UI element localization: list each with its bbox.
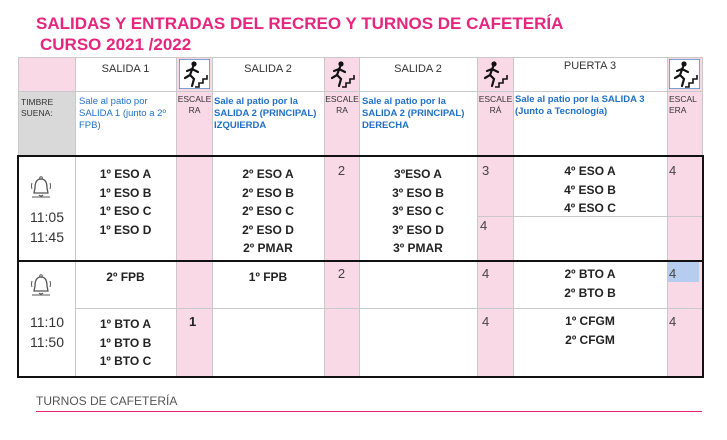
thick-border	[17, 155, 704, 157]
group-label: 4º ESO C	[564, 201, 616, 215]
block2-r2-col1	[75, 315, 176, 371]
group-label: 2º ESO B	[242, 185, 294, 200]
group-label: 2º ESO D	[242, 222, 294, 237]
bell-icon	[30, 176, 52, 200]
group-label: 2º ESO A	[242, 167, 294, 181]
group-label: 1º ESO C	[99, 204, 152, 218]
block2-r2-esc1: 1	[189, 314, 197, 329]
block1-col3	[359, 165, 477, 258]
grid-line	[75, 308, 702, 309]
header-salida1: SALIDA 1	[101, 63, 150, 75]
block2-r2-esc4: 4	[669, 314, 677, 329]
esc-col-1-body	[176, 157, 212, 376]
group-label: 1º ESO D	[99, 222, 152, 237]
grid-line	[477, 216, 513, 217]
header-salida2b: SALIDA 2	[394, 63, 442, 75]
block1-esc4: 4	[669, 163, 677, 178]
runner-stairs-icon	[479, 60, 510, 88]
group-label: 1º CFGM	[565, 314, 615, 328]
group-label: 3º ESO B	[392, 185, 444, 200]
block1-esc3-top: 3	[482, 163, 490, 178]
group-label: 2º BTO A	[564, 267, 616, 281]
group-label: 3º ESO D	[392, 222, 444, 237]
corner-cell	[18, 57, 75, 91]
runner-stairs-icon	[669, 59, 700, 89]
esc-label-1: ESCALE RA	[177, 94, 212, 115]
block2-r2-col4	[513, 312, 667, 349]
runner-stairs-icon	[326, 60, 357, 88]
block1-col1	[75, 165, 176, 239]
esc-label-3: ESCALE RÁ	[478, 94, 513, 115]
group-label: 1º FPB	[248, 270, 288, 284]
block2-r1-esc2: 2	[337, 266, 346, 281]
group-label: 4º ESO B	[564, 182, 616, 197]
grid-line	[18, 57, 702, 58]
desc-salida2-der: Sale al patio por la SALIDA 2 (PRINCIPAL) DERECHA	[362, 96, 465, 131]
grid-line	[18, 91, 702, 92]
grid-line	[18, 57, 19, 155]
bell-icon	[30, 274, 52, 298]
block2-r1-esc3: 4	[482, 266, 490, 281]
footer-heading: TURNOS DE CAFETERÍA	[36, 394, 178, 408]
block2-r1-col2	[212, 268, 324, 287]
desc-salida1: Sale al patio por SALIDA 1 (junto a 2º FPB)	[79, 96, 166, 131]
esc-label-4: ESCAL ERA	[669, 94, 697, 115]
group-label: 1º ESO A	[99, 167, 152, 181]
desc-puerta3: Sale al patio por la SALIDA 3 (Junto a Tecnología)	[515, 94, 645, 117]
group-label: 1º BTO B	[99, 335, 152, 350]
group-label: 1º BTO C	[99, 354, 152, 368]
footer-divider	[36, 411, 702, 412]
thick-border	[17, 155, 19, 378]
page-subtitle: CURSO 2021 /2022	[40, 35, 192, 54]
group-label: 1º ESO B	[99, 185, 152, 200]
thick-border	[702, 155, 704, 378]
group-label: 1º BTO A	[99, 317, 152, 331]
block2-time-start: 11:10	[30, 314, 64, 330]
group-label: 4º ESO A	[564, 164, 616, 178]
group-label: 2º ESO C	[242, 204, 294, 218]
block2-r1-esc4: 4	[669, 266, 677, 281]
header-salida2a: SALIDA 2	[244, 63, 292, 75]
page-title: SALIDAS Y ENTRADAS DEL RECREO Y TURNOS DE CAFETERÍA	[36, 14, 564, 33]
group-label: 3ºESO A	[394, 167, 442, 181]
block1-esc2: 2	[337, 163, 346, 178]
group-label: 2º CFGM	[565, 332, 615, 347]
block1-esc3-bottom: 4	[480, 218, 488, 233]
grid-line	[702, 57, 703, 155]
block2-r2-esc3: 4	[482, 314, 490, 329]
thick-border	[17, 260, 704, 262]
group-label: 2º BTO B	[564, 285, 616, 300]
block1-time-start: 11:05	[30, 209, 64, 225]
block1-col2	[212, 165, 324, 258]
group-label: 3º ESO C	[392, 204, 444, 218]
block2-r1-col1	[75, 268, 176, 287]
thick-border	[17, 376, 704, 378]
grid-line	[667, 57, 668, 377]
timbre-label: TIMBRE SUENA:	[21, 97, 54, 118]
block2-r1-col4	[513, 265, 667, 302]
group-label: 2º FPB	[106, 270, 145, 284]
block1-col4	[513, 162, 667, 218]
header-puerta3: PUERTA 3	[563, 60, 617, 72]
esc-label-2: ESCALE RA	[325, 94, 359, 115]
group-label: 3º PMAR	[393, 241, 443, 255]
group-label: 2º PMAR	[243, 241, 293, 255]
block1-time-end: 11:45	[30, 229, 64, 245]
block2-time-end: 11:50	[30, 334, 64, 350]
desc-salida2-izq: Sale al patio por la SALIDA 2 (PRINCIPAL) IZQUIERDA	[214, 96, 317, 131]
runner-stairs-icon	[179, 59, 210, 89]
